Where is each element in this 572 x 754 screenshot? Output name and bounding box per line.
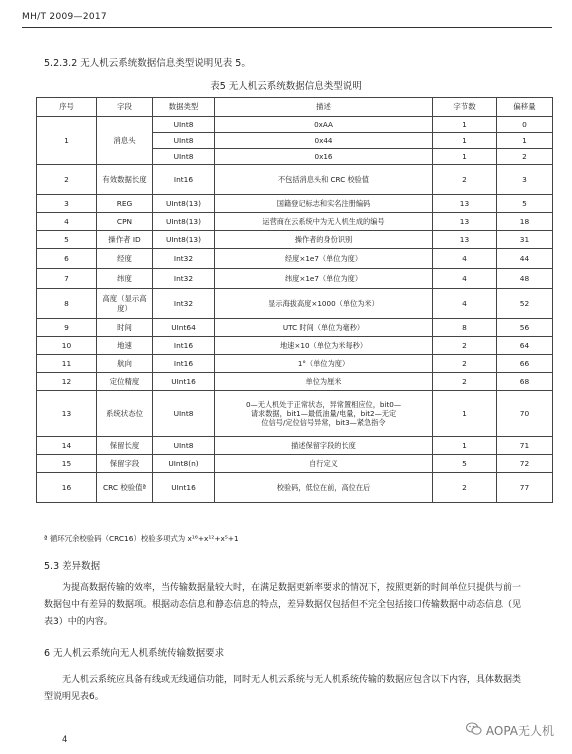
cell-offset: 2 [497, 149, 553, 165]
cell-bytes: 8 [433, 319, 497, 337]
cell-no: 5 [37, 231, 97, 249]
cell-bytes: 2 [433, 355, 497, 373]
table-row [37, 337, 553, 355]
cell-desc: 不包括消息头和 CRC 校验值 [215, 165, 433, 195]
cell-type: UInt16 [153, 473, 215, 503]
watermark-text: AOPA无人机 [485, 724, 554, 738]
table-row [37, 355, 553, 373]
table-row [37, 269, 553, 289]
cell-field: CRC 校验值ª [97, 473, 153, 503]
desc-line: 请求数据，bit1—最低油量/电量，bit2—无定 [250, 409, 397, 418]
cell-offset: 70 [497, 391, 553, 437]
cell-field: 航向 [97, 355, 153, 373]
cell-desc: 国籍登记标志和实名注册编码 [215, 195, 433, 213]
cell-bytes: 4 [433, 269, 497, 289]
cell-field: CPN [97, 213, 153, 231]
cell-desc: 单位为厘米 [215, 373, 433, 391]
table-row [37, 373, 553, 391]
table-header-row [37, 98, 553, 117]
cell-offset: 0 [497, 117, 553, 133]
cell-type: UInt64 [153, 319, 215, 337]
cell-desc: 描述保留字段的长度 [215, 437, 433, 455]
cell-no: 15 [37, 455, 97, 473]
cell-offset: 1 [497, 133, 553, 149]
cell-type: UInt8(13) [153, 213, 215, 231]
cell-no: 8 [37, 289, 97, 319]
cell-field: 定位精度 [97, 373, 153, 391]
cell-desc: 纬度×1e7（单位为度） [215, 269, 433, 289]
header-cell: 偏移量 [497, 98, 553, 117]
cell-desc: 1°（单位为度） [215, 355, 433, 373]
cell-no: 1 [37, 117, 97, 165]
cell-bytes: 2 [433, 473, 497, 503]
table-row [37, 117, 553, 133]
cell-offset: 56 [497, 319, 553, 337]
table-row [37, 437, 553, 455]
cell-offset: 31 [497, 231, 553, 249]
cell-offset: 3 [497, 165, 553, 195]
cell-bytes: 2 [433, 373, 497, 391]
cell-offset: 68 [497, 373, 553, 391]
table-row [37, 213, 553, 231]
cell-field: 操作者 ID [97, 231, 153, 249]
cell-no: 13 [37, 391, 97, 437]
cell-offset: 72 [497, 455, 553, 473]
table-row [37, 319, 553, 337]
cell-bytes: 1 [433, 149, 497, 165]
cell-bytes: 1 [433, 117, 497, 133]
cell-field: 保留长度 [97, 437, 153, 455]
cell-field: 时间 [97, 319, 153, 337]
cell-type: Int32 [153, 249, 215, 269]
cell-field: 高度（显示高度） [97, 289, 153, 319]
cell-offset: 71 [497, 437, 553, 455]
cell-desc: 显示海拔高度×1000（单位为米） [215, 289, 433, 319]
cell-bytes: 2 [433, 337, 497, 355]
cell-no: 2 [37, 165, 97, 195]
table-row [37, 195, 553, 213]
desc-line: 位信号/定位信号异常，bit3—紧急指令 [261, 418, 386, 427]
cell-field: 经度 [97, 249, 153, 269]
cell-desc-multiline [215, 391, 433, 437]
cell-type: UInt8 [153, 437, 215, 455]
cell-no: 3 [37, 195, 97, 213]
cell-no: 10 [37, 337, 97, 355]
cell-type: Int32 [153, 269, 215, 289]
cell-bytes: 13 [433, 195, 497, 213]
header-cell: 描述 [215, 98, 433, 117]
cell-field: 系统状态位 [97, 391, 153, 437]
table-row [37, 231, 553, 249]
cell-no: 11 [37, 355, 97, 373]
cell-field: 纬度 [97, 269, 153, 289]
section-intro: 5.2.3.2 无人机云系统数据信息类型说明见表 5。 [44, 58, 251, 69]
cell-bytes: 1 [433, 391, 497, 437]
cell-field: 地速 [97, 337, 153, 355]
page-number: 4 [62, 735, 68, 745]
cell-desc: 校验码，低位在前，高位在后 [215, 473, 433, 503]
cell-no: 16 [37, 473, 97, 503]
cell-desc: 0x16 [215, 149, 433, 165]
cell-no: 7 [37, 269, 97, 289]
cell-type: UInt8 [153, 117, 215, 133]
cell-desc: 自行定义 [215, 455, 433, 473]
cell-offset: 5 [497, 195, 553, 213]
cell-bytes: 4 [433, 249, 497, 269]
cell-type: Int16 [153, 165, 215, 195]
header-cell: 字节数 [433, 98, 497, 117]
cell-field: 有效数据长度 [97, 165, 153, 195]
cell-bytes: 5 [433, 455, 497, 473]
table-row [37, 249, 553, 269]
paragraph-6: 无人机云系统应具备有线或无线通信功能，同时无人机云系统与无人机系统传输的数据应包含以下内容，具体数据类型说明见表6。 [44, 675, 522, 702]
section-heading-6: 6 无人机云系统向无人机系统传输数据要求 [44, 648, 225, 659]
cell-type: UInt8 [153, 149, 215, 165]
cell-offset: 18 [497, 213, 553, 231]
section-heading-5-3: 5.3 差异数据 [44, 561, 101, 572]
cell-field: REG [97, 195, 153, 213]
cell-desc: 操作者的身份识别 [215, 231, 433, 249]
cell-desc: 地速×10（单位为米每秒） [215, 337, 433, 355]
header-cell: 数据类型 [153, 98, 215, 117]
cell-type: UInt8 [153, 391, 215, 437]
cell-offset: 52 [497, 289, 553, 319]
cell-no: 9 [37, 319, 97, 337]
cell-no: 4 [37, 213, 97, 231]
cell-offset: 64 [497, 337, 553, 355]
cell-bytes: 1 [433, 437, 497, 455]
cell-bytes: 13 [433, 231, 497, 249]
wechat-icon [466, 722, 482, 739]
cell-desc: UTC 时间（单位为毫秒） [215, 319, 433, 337]
cell-desc: 0xAA [215, 117, 433, 133]
cell-desc: 经度×1e7（单位为度） [215, 249, 433, 269]
header-cell: 字段 [97, 98, 153, 117]
cell-offset: 66 [497, 355, 553, 373]
header-cell: 序号 [37, 98, 97, 117]
table-caption: 表5 无人机云系统数据信息类型说明 [210, 81, 362, 92]
table-footnote: ª 循环冗余校验码（CRC16）校验多项式为 x¹⁶+x¹²+x⁵+1 [44, 534, 239, 543]
cell-bytes: 1 [433, 133, 497, 149]
table-row [37, 473, 553, 503]
cell-type: UInt8(n) [153, 455, 215, 473]
cell-bytes: 13 [433, 213, 497, 231]
cell-desc: 运营商在云系统中为无人机生成的编号 [215, 213, 433, 231]
cell-desc: 0x44 [215, 133, 433, 149]
cell-no: 6 [37, 249, 97, 269]
cell-type: Int32 [153, 289, 215, 319]
cell-offset: 44 [497, 249, 553, 269]
table-row [37, 391, 553, 437]
watermark [466, 722, 554, 739]
cell-type: UInt16 [153, 373, 215, 391]
table-row [37, 165, 553, 195]
cell-bytes: 2 [433, 165, 497, 195]
cell-type: Int16 [153, 337, 215, 355]
cell-no: 12 [37, 373, 97, 391]
paragraph-5-3: 为提高数据传输的效率，当传输数据量较大时，在满足数据更新率要求的情况下，按照更新的时间单位只提供与前一数据包中有差异的数据项。根据动态信息和静态信息的特点，差异数据仅包括但不完全包括接口传输数据中动态信息（见表3）中的内容。 [44, 583, 522, 627]
header-rule [22, 27, 552, 28]
cell-offset: 48 [497, 269, 553, 289]
table-row [37, 289, 553, 319]
standard-code: MH/T 2009—2017 [22, 12, 107, 22]
cell-bytes: 4 [433, 289, 497, 319]
cell-type: UInt8 [153, 133, 215, 149]
cell-no: 14 [37, 437, 97, 455]
cell-type: UInt8(13) [153, 195, 215, 213]
cell-offset: 77 [497, 473, 553, 503]
table-row [37, 455, 553, 473]
cell-field: 保留字段 [97, 455, 153, 473]
cell-field: 消息头 [97, 117, 153, 165]
data-type-table [36, 97, 553, 503]
cell-type: UInt8(13) [153, 231, 215, 249]
desc-line: 0—无人机处于正常状态，异常置相应位，bit0— [245, 400, 402, 409]
cell-type: Int16 [153, 355, 215, 373]
